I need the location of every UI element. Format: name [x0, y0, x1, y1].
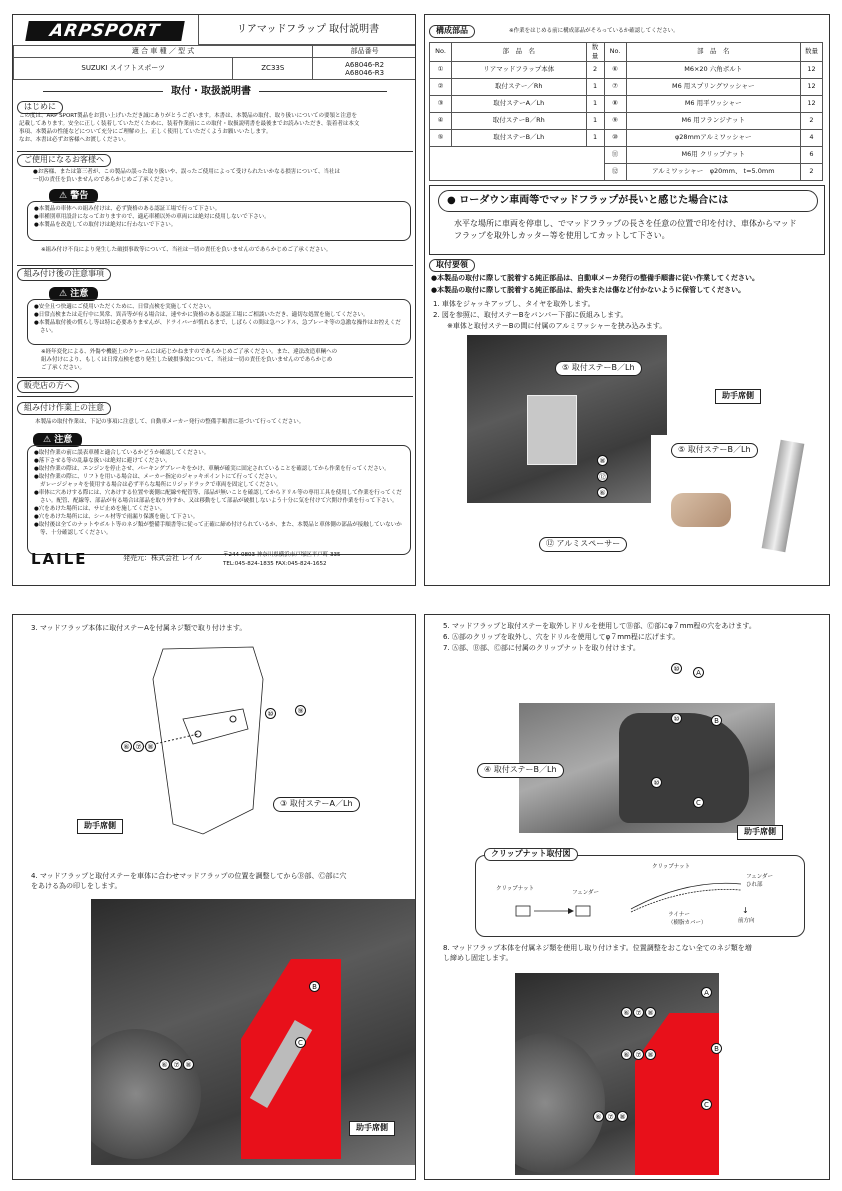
passenger-side-label: 助手席側: [77, 819, 123, 834]
liner-label: ライナー （樹脂カバー）: [668, 912, 707, 926]
mark-6: ⑥: [121, 741, 132, 752]
passenger-side-label: 助手席側: [737, 825, 783, 840]
model-code: ZC33S: [233, 58, 313, 80]
bolt-hole: [230, 716, 236, 722]
warning-list: [34, 206, 404, 230]
part-no: ⑦: [604, 78, 626, 95]
part-no: ⑤: [430, 129, 452, 146]
lowdown-box: [429, 185, 825, 255]
step-3: 3. マッドフラップ本体に取付ステーAを付属ネジ類で取り付けます。: [31, 624, 247, 632]
caution-triangle-icon: ⚠: [43, 435, 52, 445]
table-row: [430, 61, 823, 78]
part-qty: 1: [586, 129, 604, 146]
col-name: 部 品 名: [451, 43, 586, 62]
part-qty: 12: [800, 78, 822, 95]
after-install-item: ●本製品取付後の慣らし等は特に必要ありませんが、ドライバーが慣れるまで、しばらくの間は急ハンドル、急ブレーキ等の急激な操作はお控えください。: [34, 319, 401, 334]
vehicle-name: SUZUKI スイフトスポーツ: [14, 58, 233, 80]
forward-label: 前方向: [738, 918, 755, 924]
warning-footnote: ※組み付け不良により発生した破損事故等について、当社は一切の責任を負いませんのであらかじめご了承ください。: [41, 247, 332, 253]
warning-item: ●車種別車用設計になっておりますので、適応車種以外の車両には絶対に使用しないで下さい。: [34, 213, 270, 220]
clip-diagram-title: クリップナット取付図: [484, 848, 578, 861]
part-qty: 12: [800, 95, 822, 112]
divider: [17, 396, 413, 397]
after-install-list: [34, 304, 406, 336]
table-row: [430, 146, 823, 163]
part-no: ⑩: [604, 129, 626, 146]
procedure-label: 取付要領: [429, 259, 475, 272]
install-cautions-label: 組み付け作業上の注意: [17, 402, 111, 415]
part-name: リアマッドフラップ本体: [451, 61, 586, 78]
part-no: ③: [430, 95, 452, 112]
vehicle-col-header: 適 合 車 種 ／ 型 式: [14, 46, 313, 58]
seller-name: 発売元：株式会社 レイル: [123, 554, 202, 562]
part-qty: 6: [800, 146, 822, 163]
part-no: ⑨: [604, 112, 626, 129]
step-1: 1. 車体をジャッキアップし、タイヤを取外します。: [433, 300, 595, 308]
warning-triangle-icon: ⚠: [59, 191, 68, 201]
arrow-head: [568, 908, 574, 914]
install-cautions-box: [27, 445, 411, 555]
install-caution-item: ●穴をあけた場所には、シール材等で雨漏り保護を施して下さい。: [34, 513, 199, 520]
caution-label: 注意: [70, 289, 89, 299]
mark-b: B: [309, 981, 320, 992]
part-qty: 1: [586, 78, 604, 95]
after-install-item: ●日常点検または走行中に異常、異音等が有る場合は、速やかに資格のある認証工場にご相談いただき、適切な処置を施してください。: [34, 311, 369, 318]
callout-alu-spacer: ⑫ アルミスペーサー: [539, 537, 627, 552]
mark-10: ⑩: [671, 713, 682, 724]
col-no: No.: [604, 43, 626, 62]
install-cautions-intro: 本製品の取付作業は、下記の事項に注意して、自動車メーカー発行の整備手順書に基づいて行ってください。: [35, 419, 305, 425]
mark-7: ⑦: [633, 1007, 644, 1018]
seller-address: 〒244-0803 神奈川県横浜市戸塚区平戸町 335: [223, 552, 341, 558]
vehicle-table: [13, 45, 416, 80]
part-no: ⑫: [604, 163, 626, 180]
warning-item: ●本製品を改造しての取付けは絶対に行わないで下さい。: [34, 221, 177, 228]
mudflap-line-drawing: [113, 639, 293, 839]
dealer-label: 販売店の方へ: [17, 380, 79, 393]
part-name: φ28mmアルミワッシャー: [626, 129, 800, 146]
brake-disc: [91, 1029, 201, 1159]
to-customer-label: ご使用になるお客様へ: [17, 154, 111, 167]
table-row: [430, 129, 823, 146]
part-numbers: A68046-R2 A68046-R3: [313, 58, 416, 80]
mark-b: B: [711, 1043, 722, 1054]
seller-tel: TEL:045-824-1835 FAX:045-824-1652: [223, 561, 327, 567]
fender-liner: [619, 713, 749, 823]
mark-6: ⑥: [159, 1059, 170, 1070]
parts-note: ※作業をはじめる前に構成部品がそろっているか確認してください。: [509, 28, 679, 34]
mark-6: ⑥: [621, 1049, 632, 1060]
callout-stay-b-lh: ⑤ 取付ステーB／Lh: [555, 361, 642, 376]
mark-12: ⑫: [599, 473, 606, 481]
step-6: 6. Ⓐ部のクリップを取外し、穴をドリルを使用してφ７mm程に広げます。: [443, 633, 680, 641]
passenger-side-label: 助手席側: [715, 389, 761, 404]
mark-6: ⑥: [593, 1111, 604, 1122]
caution-triangle-icon: ⚠: [59, 289, 68, 299]
photo-final-install: [515, 973, 719, 1175]
part-name: M6用 クリップナット: [626, 146, 800, 163]
fender-label: フェンダー: [572, 890, 600, 896]
part-name: 取付ステーB／Lh: [451, 129, 586, 146]
brake-disc: [515, 1033, 605, 1173]
part-qty: 4: [800, 129, 822, 146]
panel-page2-right: [424, 614, 830, 1180]
mark-7: ⑦: [171, 1059, 182, 1070]
install-caution-item: ●落下させる等の乱暴な扱いは絶対に避けてください。: [34, 457, 171, 464]
part-name: 取付ステー／Rh: [451, 78, 586, 95]
col-name: 部 品 名: [626, 43, 800, 62]
install-caution-item: ●取付作業の際は、エンジンを停止させ、パーキングブレーキをかけ、車輌が確実に固定されていることを確認してから作業を行ってください。: [34, 465, 390, 472]
mark-c: C: [295, 1037, 306, 1048]
part-qty: 2: [586, 61, 604, 78]
mark-8: ⑧: [645, 1007, 656, 1018]
part-qty: 2: [800, 163, 822, 180]
clip-nut-on-fender: [576, 906, 590, 916]
procedure-bullet: ●本製品の取付に際して脱着する純正部品は、紛失または傷など付かないように保管してください。: [431, 286, 746, 294]
divider: [17, 265, 413, 266]
part-name: 取付ステーB／Rh: [451, 112, 586, 129]
part-name: アルミワッシャー φ20mm、 t=5.0mm: [626, 163, 800, 180]
table-row: [430, 78, 823, 95]
after-install-label: 組み付け後の注意事項: [17, 268, 111, 281]
step-2: 2. 図を参照に、取付ステーBをバンパー下部に仮組みします。: [433, 311, 628, 319]
doc-title: リアマッドフラップ 取付説明書: [198, 15, 416, 45]
mark-10: ⑩: [265, 708, 276, 719]
parts-table: [429, 42, 823, 181]
mark-7: ⑦: [633, 1049, 644, 1060]
empty-cell: [430, 146, 605, 180]
warning-item: ●本製品の車体への組み付けは、必ず資格のある認証工場で行って下さい。: [34, 206, 221, 212]
fender-curve: [631, 883, 741, 909]
part-no: ②: [430, 78, 452, 95]
fender-lip-label: フェンダー ひれ部: [746, 874, 774, 888]
part-no: ⑥: [604, 61, 626, 78]
mark-10: ⑩: [671, 663, 682, 674]
install-caution-item: ●取付作業の前に誤表車種と適合しているかどうか確認してください。: [34, 450, 210, 456]
panel-page2-left: [12, 614, 416, 1180]
callout-stay-b-lh-detail: ⑤ 取付ステーB／Lh: [671, 443, 758, 458]
step-2-note: ※車体と取付ステーBの間に付属のアルミワッシャーを挟み込みます。: [447, 322, 667, 330]
divider: [17, 151, 413, 152]
red-mudflap: [635, 1013, 719, 1175]
mark-8: ⑧: [145, 741, 156, 752]
panel-page1-left: [12, 14, 416, 586]
stay-bracket: [527, 395, 577, 465]
part-no: ①: [430, 61, 452, 78]
part-no: ⑪: [604, 146, 626, 163]
part-col-header: 部品番号: [313, 46, 416, 58]
clip-nut-shape: [516, 906, 530, 916]
table-row: [430, 95, 823, 112]
lowdown-text: 水平な場所に車両を停車し、でマッドフラップの長さを任意の位置で印を付け、車体からマッド フラップを取外しカッター等を使用してカットして下さい。: [454, 219, 797, 240]
mark-10: ⑩: [651, 777, 662, 788]
clip-nut-drawing: [506, 898, 616, 928]
parts-label: 構成部品: [429, 25, 475, 38]
mark-a: A: [701, 987, 712, 998]
mark-c: C: [701, 1099, 712, 1110]
part-no: ⑧: [604, 95, 626, 112]
part-name: 取付ステーA／Lh: [451, 95, 586, 112]
caution2-label: 注意: [54, 435, 73, 445]
warning-label: 警告: [70, 191, 89, 201]
laile-logo: LAILE: [31, 550, 88, 568]
hand: [671, 493, 731, 527]
install-cautions-list: [34, 450, 406, 538]
install-caution-item: ●穴をあけた場所には、サビ止めを施してください。: [34, 505, 166, 512]
procedure-bullet: ●本製品の取付に際して脱着する純正部品は、自動車メーカ発行の整備手順書に従い作業してください。: [431, 274, 759, 282]
col-qty: 数量: [586, 43, 604, 62]
mark-9: ⑨: [295, 705, 306, 716]
down-arrow-icon: ↓: [742, 906, 749, 915]
panel-page1-right: [424, 14, 830, 586]
intro-text: この度は、ARP SPORT製品をお買い上げいただき誠にありがとうございます。本書は、本製品の取付、取り扱いについての要領と注意を 記載してあります。安全に正しく装着していただくために、装着作業前にこの取付・取扱説明書を最後までお読みいただき、装着者は本文 事項、本製品の性能などについて充分にご理解の上、正しく使用していただくようお願いいたします。 なお、本書は必ずお客様へお渡しください。: [19, 113, 360, 143]
after-install-item: ●安全且つ快適にご使用いただくために、日常点検を実施してください。: [34, 304, 215, 310]
arpsport-logo: ARPSPORT: [25, 21, 185, 41]
part-name: M6×20 六角ボルト: [626, 61, 800, 78]
mark-6: ⑥: [597, 487, 608, 498]
after-install-note: ※経年変化による、外傷や機能上のクレームには応じかねますのであらかじめご了承ください。また、違法改造車輌への 組み付けにより、もしくは日常点検を怠り発生した破損事故について、当社は一切の責任を負いませんのであらかじめ ご了承ください。: [41, 349, 338, 371]
part-qty: 1: [586, 95, 604, 112]
divider: [17, 377, 413, 378]
manual-title-wrap: [163, 85, 259, 99]
part-qty: 2: [800, 112, 822, 129]
col-no: No.: [430, 43, 452, 62]
mark-b: B: [711, 715, 722, 726]
part-qty: 1: [586, 112, 604, 129]
mark-8: ⑧: [597, 455, 608, 466]
part-name: M6 用平ワッシャー: [626, 95, 800, 112]
clip-diagram-box: [475, 849, 805, 937]
after-install-box: [27, 299, 411, 345]
callout-stay-a-lh: ③ 取付ステーA／Lh: [273, 797, 360, 812]
mark-c: C: [693, 797, 704, 808]
step-8: 8. マッドフラップ本体を付属ネジ類を使用し取り付けます。位置調整をおこない全てのネジ類を増 し締めし固定します。: [443, 944, 752, 963]
mark-8: ⑧: [617, 1111, 628, 1122]
clip-nut-label-2: クリップナット: [652, 864, 691, 870]
col-qty: 数量: [800, 43, 822, 62]
clip-nut-label: クリップナット: [496, 886, 535, 892]
mark-a: A: [693, 667, 704, 678]
passenger-side-label: 助手席側: [349, 1121, 395, 1136]
install-caution-item: ●取付作業の際に、リフトを用いる場合は、メーカー指定のジャッキポイントにて行ってください。 ガレージジャッキを使用する場合は必ず平らな場所にリジッドラックで車両を固定してください。: [34, 473, 282, 488]
mark-8: ⑧: [183, 1059, 194, 1070]
lowdown-title: ● ローダウン車両等でマッドフラップが長いと感じた場合には: [438, 190, 818, 212]
part-qty: 12: [800, 61, 822, 78]
warning-box: [27, 201, 411, 241]
table-row: [430, 112, 823, 129]
mark-8: ⑧: [645, 1049, 656, 1060]
step-5: 5. マッドフラップと取付ステーを取外しドリルを使用してⒷ部、Ⓒ部にφ７mm程の穴をあけます。: [443, 622, 756, 630]
install-caution-item: ●車体に穴あけする際には、穴あけする位置や裏側に配線や配管等、部品が無いことを確認してからドリル等の専用工具を使用して作業を行ってください。配管、配線等、部品が有る場合は部品を取り外すか、又は移動をして部品が破損しないよう十分に気を付けて穴開け作業を行って下さい。: [34, 489, 402, 504]
part-no: ④: [430, 112, 452, 129]
mark-7: ⑦: [133, 741, 144, 752]
manual-title: 取付・取扱説明書: [171, 86, 251, 97]
callout-stay-b-lh-4: ④ 取付ステーB／Lh: [477, 763, 564, 778]
step-7: 7. Ⓐ部、Ⓑ部、Ⓒ部に付属のクリップナットを取り付けます。: [443, 644, 640, 652]
stay-bracket-detail: [762, 440, 805, 552]
install-caution-item: ●取付後は全てのナットやボルト等のネジ類が整備手順書等に従って正確に締め付けられているか、また、本製品と車体側の部品が接触していないか等、十分確認してください。: [34, 521, 402, 536]
intro-label: はじめに: [17, 101, 63, 114]
logo-box: [13, 15, 198, 45]
part-name: M6 用フランジナット: [626, 112, 800, 129]
stay-a-outline: [183, 709, 248, 744]
step-4: 4. マッドフラップと取付ステーを車体に合わせマッドフラップの位置を調整してからⒷ部、Ⓒ部に穴 をあける為の印しをします。: [31, 872, 347, 891]
mark-6: ⑥: [621, 1007, 632, 1018]
part-name: M6 用スプリングワッシャー: [626, 78, 800, 95]
mark-7: ⑦: [605, 1111, 616, 1122]
fender-cross-section: [626, 874, 746, 914]
to-customer-text: ●お客様、または第三者が、この製品の誤った取り扱いや、誤ったご使用によって受けられたいかなる損害について、当社は 一切の責任を負いませんのであらかじめご了承ください。: [33, 169, 340, 183]
